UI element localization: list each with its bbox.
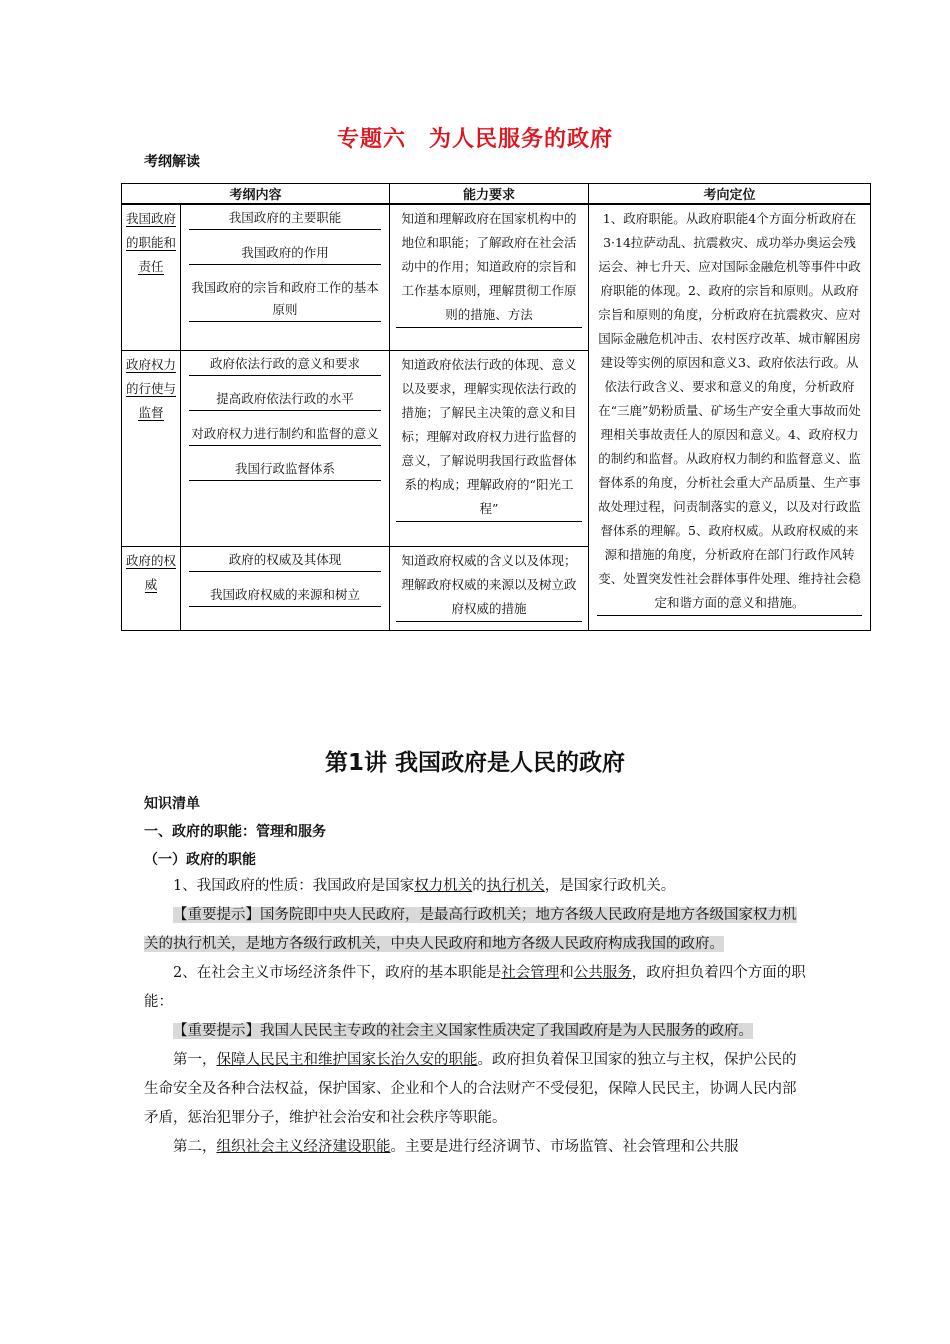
- section-name-2: 政府权力的行使与监督: [122, 350, 181, 546]
- header-ability: 能力要求: [390, 184, 589, 205]
- header-content: 考纲内容: [122, 184, 390, 205]
- ability-1: 知道和理解政府在国家机构中的地位和职能；了解政府在社会活动中的作用；知道政府的宗旨和工作基本原则，理解贯彻工作原则的措施、方法: [390, 204, 589, 350]
- subsection-heading: （一）政府的职能: [144, 852, 256, 868]
- exam-outline-table: [121, 183, 871, 631]
- paragraph: 第一，保障人民民主和维护国家长治久安的职能。政府担负着保卫国家的独立与主权，保护公民的生命安全及各种合法权益，保护国家、企业和个人的合法财产不受侵犯，保障人民民主，协调人民内部矛盾，惩治犯罪分子，维护社会治安和社会秩序等职能。: [144, 1052, 797, 1126]
- knowledge-list-heading: 知识清单: [144, 796, 200, 812]
- outline-item: 我国政府的主要职能: [189, 207, 381, 230]
- important-tip: 【重要提示】国务院即中央人民政府，是最高行政机关；地方各级人民政府是地方各级国家权力机关的执行机关，是地方各级行政机关，中央人民政府和地方各级人民政府构成我国的政府。: [144, 907, 797, 952]
- orientation-cell: 1、政府职能。从政府职能4个方面分析政府在3·14拉萨动乱、抗震救灾、成功举办奥运会残运会、神七升天、应对国际金融危机等事件中政府职能的体现。2、政府的宗旨和原则。从政府宗旨和原则的角度，分析政府在抗震救灾、应对国际金融危机冲击、农村医疗改革、城市解困房建设等实例的原因和意义3、政府依法行政。从依法行政含义、要求和意义的角度，分析政府在“三鹿”奶粉质量、矿场生产安全重大事故而处理相关事故责任人的原因和意义。4、政府权力的制约和监督。从政府权力制约和监督意义、监督体系的角度，分析社会重大产品质量、生产事故处理过程，问责制落实的意义，以及对行政监督体系的理解。5、政府权威。从政府权威的来源和措施的角度，分析政府在部门行政作风转变、处置突发性社会群体事件处理、维持社会稳定和谐方面的意义和措施。: [589, 204, 871, 630]
- outline-item: 政府的权威及其体现: [189, 549, 381, 572]
- body-text: [144, 872, 810, 1162]
- outline-item: 我国政府的作用: [189, 242, 381, 265]
- outline-item: 我国政府权威的来源和树立: [189, 584, 381, 607]
- header-orientation: 考向定位: [589, 184, 871, 205]
- outline-item: 政府依法行政的意义和要求: [189, 353, 381, 376]
- outline-item: 对政府权力进行制约和监督的意义: [189, 423, 381, 446]
- paragraph: 第二，组织社会主义经济建设职能。主要是进行经济调节、市场监管、社会管理和公共服: [173, 1139, 739, 1155]
- important-tip: 【重要提示】我国人民民主专政的社会主义国家性质决定了我国政府是为人民服务的政府。: [173, 1023, 753, 1039]
- exam-outline-label: 考纲解读: [144, 154, 200, 170]
- outline-item: 提高政府依法行政的水平: [189, 388, 381, 411]
- section-items-3: [181, 546, 390, 630]
- section-name-1: 我国政府的职能和责任: [122, 204, 181, 350]
- ability-3: 知道政府权威的含义以及体现；理解政府权威的来源以及树立政府权威的措施: [390, 546, 589, 630]
- ability-2: 知道政府依法行政的体现、意义以及要求，理解实现依法行政的措施；了解民主决策的意义和目标；理解对政府权力进行监督的意义，了解说明我国行政监督体系的构成；理解政府的“阳光工程”: [390, 350, 589, 546]
- paragraph: 1、我国政府的性质：我国政府是国家权力机关的执行机关，是国家行政机关。: [173, 878, 676, 894]
- section-items-1: [181, 204, 390, 350]
- lecture-title: 第1讲 我国政府是人民的政府: [324, 750, 625, 776]
- outline-item: 我国政府的宗旨和政府工作的基本原则: [189, 277, 381, 322]
- section-items-2: [181, 350, 390, 546]
- section-name-3: 政府的权威: [122, 546, 181, 630]
- outline-item: 我国行政监督体系: [189, 458, 381, 481]
- page-title: 专题六 为人民服务的政府: [336, 127, 613, 152]
- section-heading: 一、政府的职能：管理和服务: [144, 824, 326, 840]
- paragraph: 2、在社会主义市场经济条件下，政府的基本职能是社会管理和公共服务，政府担负着四个方面的职能：: [144, 965, 806, 1010]
